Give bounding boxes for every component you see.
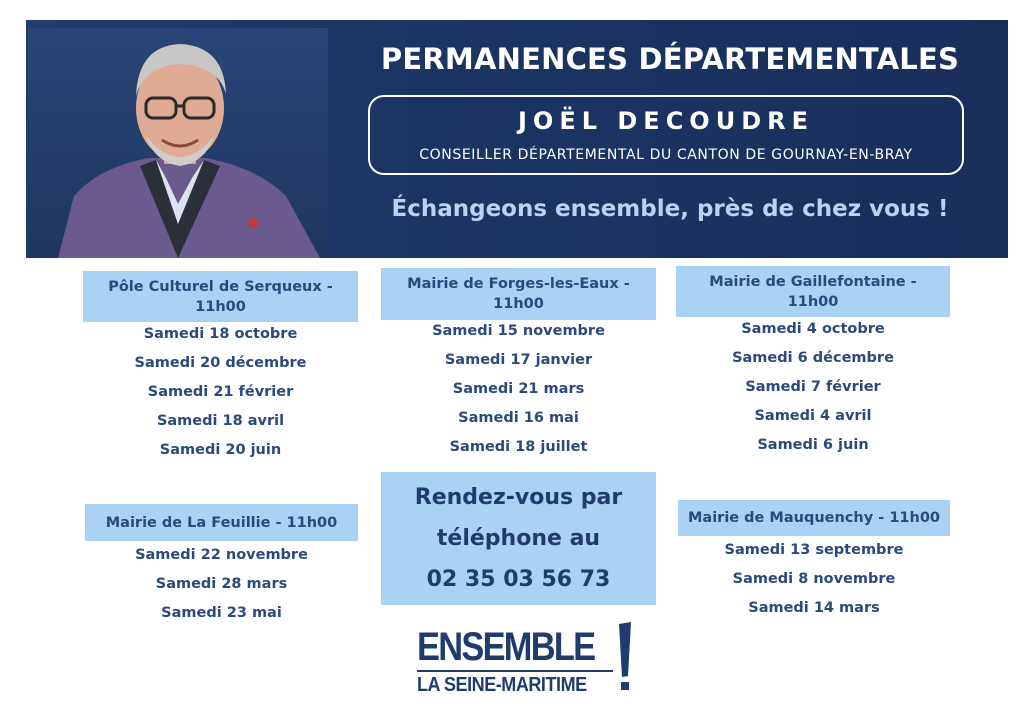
date-item: Samedi 15 novembre <box>432 323 605 339</box>
councillor-role: CONSEILLER DÉPARTEMENTAL DU CANTON DE GOURNAY-EN-BRAY <box>419 147 913 163</box>
dates-list-forges <box>381 317 656 462</box>
venue-title-la-feuillie: Mairie de La Feuillie - 11h00 <box>85 504 358 541</box>
date-item: Samedi 16 mai <box>458 410 579 426</box>
appointment-line-1: Rendez-vous par <box>414 485 623 510</box>
date-item: Samedi 18 avril <box>156 413 285 429</box>
appointment-phone: 02 35 03 56 73 <box>426 567 611 592</box>
date-item: Samedi 18 octobre <box>143 326 298 342</box>
date-item: Samedi 4 octobre <box>741 321 885 337</box>
date-item: Samedi 21 février <box>147 384 294 400</box>
name-frame <box>368 95 964 175</box>
date-item: Samedi 7 février <box>745 379 881 395</box>
venue-title-mauquenchy: Mairie de Mauquenchy - 11h00 <box>678 500 950 536</box>
tagline: Échangeons ensemble, près de chez vous ! <box>391 196 949 222</box>
dates-list-mauquenchy <box>678 536 950 623</box>
date-item: Samedi 17 janvier <box>444 352 593 368</box>
logo-text-ensemble: ENSEMBLE <box>417 625 595 669</box>
appointment-line-2: téléphone au <box>436 526 601 551</box>
date-item: Samedi 28 mars <box>155 576 288 592</box>
date-item: Samedi 8 novembre <box>732 571 896 587</box>
date-item: Samedi 4 avril <box>754 408 872 424</box>
date-item: Samedi 14 mars <box>748 600 880 616</box>
dates-list-serqueux <box>83 320 358 465</box>
exclamation-icon <box>615 620 633 696</box>
date-item: Samedi 22 novembre <box>135 547 308 563</box>
logo-text-seine-maritime: LA SEINE-MARITIME <box>417 674 587 696</box>
councillor-photo <box>28 28 328 258</box>
page-title: PERMANENCES DÉPARTEMENTALES <box>380 42 960 76</box>
date-item: Samedi 21 mars <box>452 381 585 397</box>
date-item: Samedi 13 septembre <box>724 542 904 558</box>
seine-maritime-logo <box>415 620 627 704</box>
venue-title-gaillefontaine: Mairie de Gaillefontaine - 11h00 <box>676 266 950 317</box>
date-item: Samedi 6 décembre <box>732 350 894 366</box>
date-item: Samedi 18 juillet <box>449 439 588 455</box>
councillor-name: JOËL DECOUDRE <box>518 107 814 135</box>
date-item: Samedi 6 juin <box>757 437 869 453</box>
date-item: Samedi 20 décembre <box>134 355 307 371</box>
dates-list-la-feuillie <box>85 541 358 628</box>
date-item: Samedi 23 mai <box>161 605 282 621</box>
venue-title-forges: Mairie de Forges-les-Eaux - 11h00 <box>381 268 656 320</box>
dates-list-gaillefontaine <box>676 315 950 460</box>
venue-title-serqueux: Pôle Culturel de Serqueux - 11h00 <box>83 271 358 322</box>
date-item: Samedi 20 juin <box>159 442 282 458</box>
appointment-box <box>381 472 656 605</box>
